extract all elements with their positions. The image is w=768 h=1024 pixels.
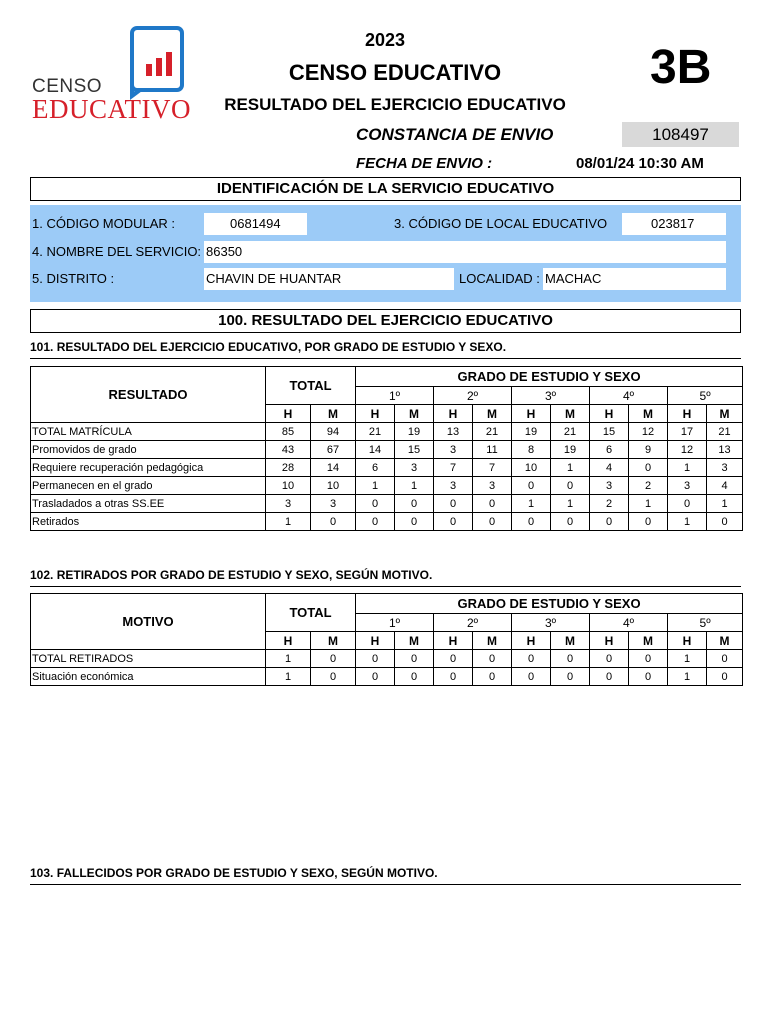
table-cell: 0	[356, 513, 395, 531]
total-header: TOTAL	[266, 594, 356, 632]
nombre-servicio-label: 4. NOMBRE DEL SERVICIO:	[32, 244, 202, 259]
grado-header: GRADO DE ESTUDIO Y SEXO	[356, 367, 743, 387]
table-cell: 0	[395, 668, 434, 686]
resultado-table	[30, 366, 743, 531]
row-label: Retirados	[31, 513, 266, 531]
row-label: Requiere recuperación pedagógica	[31, 459, 266, 477]
table-cell: 0	[395, 495, 434, 513]
table-cell: 0	[629, 513, 668, 531]
row-label: TOTAL RETIRADOS	[31, 650, 266, 668]
table-cell: 3	[707, 459, 743, 477]
row-label: Promovidos de grado	[31, 441, 266, 459]
table-cell: 0	[707, 668, 743, 686]
table-cell: 0	[629, 459, 668, 477]
table-cell: 9	[629, 441, 668, 459]
table-cell: 0	[512, 650, 551, 668]
grade-4-header: 4º	[590, 387, 668, 405]
constancia-label: CONSTANCIA DE ENVIO	[356, 125, 554, 144]
table-cell: 0	[668, 495, 707, 513]
table-cell: 0	[473, 513, 512, 531]
sex-h-header: H	[356, 632, 395, 650]
sex-m-header: M	[311, 632, 356, 650]
table-cell: 3	[311, 495, 356, 513]
table-cell: 6	[356, 459, 395, 477]
sex-m-header: M	[629, 632, 668, 650]
grade-3-header: 3º	[512, 387, 590, 405]
table-cell: 1	[266, 668, 311, 686]
table-cell: 1	[629, 495, 668, 513]
codigo-local-field: 023817	[622, 213, 726, 235]
resultado-header: RESULTADO	[31, 367, 266, 423]
nombre-servicio-field: 86350	[204, 241, 726, 263]
grade-1-header: 1º	[356, 387, 434, 405]
fecha-envio-value: 08/01/24 10:30 AM	[576, 155, 704, 172]
table-cell: 0	[311, 668, 356, 686]
table-cell: 2	[629, 477, 668, 495]
table-cell: 3	[434, 477, 473, 495]
sex-m-header: M	[395, 632, 434, 650]
sex-m-header: M	[707, 632, 743, 650]
table-cell: 0	[707, 650, 743, 668]
sex-h-header: H	[266, 405, 311, 423]
section-103-heading: 103. FALLECIDOS POR GRADO DE ESTUDIO Y SEXO, SEGÚN MOTIVO.	[30, 866, 438, 880]
logo-text-educativo: EDUCATIVO	[32, 94, 191, 124]
table-cell: 0	[395, 513, 434, 531]
sex-h-header: H	[434, 632, 473, 650]
table-cell: 1	[668, 513, 707, 531]
table-cell: 21	[473, 423, 512, 441]
table-cell: 15	[395, 441, 434, 459]
grade-5-header: 5º	[668, 614, 743, 632]
motivo-header: MOTIVO	[31, 594, 266, 650]
sex-h-header: H	[668, 632, 707, 650]
table-cell: 0	[434, 668, 473, 686]
section-102-heading: 102. RETIRADOS POR GRADO DE ESTUDIO Y SEXO, SEGÚN MOTIVO.	[30, 568, 433, 582]
table-cell: 1	[551, 459, 590, 477]
grade-2-header: 2º	[434, 387, 512, 405]
table-cell: 19	[551, 441, 590, 459]
table-cell: 2	[590, 495, 629, 513]
section-100-title: 100. RESULTADO DEL EJERCICIO EDUCATIVO	[30, 309, 741, 333]
table-cell: 0	[356, 650, 395, 668]
sex-m-header: M	[629, 405, 668, 423]
table-cell: 85	[266, 423, 311, 441]
table-cell: 1	[266, 513, 311, 531]
table-cell: 28	[266, 459, 311, 477]
table-cell: 15	[590, 423, 629, 441]
table-cell: 0	[434, 495, 473, 513]
sex-h-header: H	[512, 405, 551, 423]
identificacion-panel	[30, 205, 741, 302]
row-label: TOTAL MATRÍCULA	[31, 423, 266, 441]
table-cell: 0	[590, 668, 629, 686]
table-cell: 0	[551, 668, 590, 686]
divider	[30, 358, 741, 359]
table-cell: 19	[395, 423, 434, 441]
table-cell: 14	[311, 459, 356, 477]
identificacion-title: IDENTIFICACIÓN DE LA SERVICIO EDUCATIVO	[30, 177, 741, 201]
total-header: TOTAL	[266, 367, 356, 405]
sex-h-header: H	[434, 405, 473, 423]
table-cell: 1	[668, 650, 707, 668]
sex-m-header: M	[551, 405, 590, 423]
table-cell: 19	[512, 423, 551, 441]
table-cell: 12	[668, 441, 707, 459]
sex-h-header: H	[356, 405, 395, 423]
table-cell: 0	[311, 650, 356, 668]
sex-h-header: H	[512, 632, 551, 650]
table-row	[31, 441, 743, 459]
table-row	[31, 477, 743, 495]
table-cell: 21	[551, 423, 590, 441]
table-cell: 12	[629, 423, 668, 441]
codigo-modular-label: 1. CÓDIGO MODULAR :	[32, 216, 176, 231]
table-cell: 0	[356, 495, 395, 513]
sex-m-header: M	[395, 405, 434, 423]
table-cell: 3	[434, 441, 473, 459]
table-cell: 0	[512, 668, 551, 686]
constancia-number: 108497	[622, 122, 739, 147]
table-cell: 1	[266, 650, 311, 668]
table-cell: 8	[512, 441, 551, 459]
table-cell: 1	[707, 495, 743, 513]
census-year: 2023	[364, 30, 406, 50]
table-cell: 94	[311, 423, 356, 441]
table-cell: 0	[512, 513, 551, 531]
table-cell: 0	[434, 513, 473, 531]
table-cell: 10	[512, 459, 551, 477]
table-row	[31, 423, 743, 441]
table-cell: 0	[473, 668, 512, 686]
table-cell: 43	[266, 441, 311, 459]
table-cell: 0	[590, 513, 629, 531]
grado-header: GRADO DE ESTUDIO Y SEXO	[356, 594, 743, 614]
grade-4-header: 4º	[590, 614, 668, 632]
table-cell: 13	[707, 441, 743, 459]
table-cell: 3	[266, 495, 311, 513]
table-cell: 21	[707, 423, 743, 441]
table-cell: 17	[668, 423, 707, 441]
table-cell: 7	[473, 459, 512, 477]
codigo-local-label: 3. CÓDIGO DE LOCAL EDUCATIVO	[394, 216, 608, 231]
table-cell: 0	[356, 668, 395, 686]
table-cell: 3	[668, 477, 707, 495]
table-cell: 14	[356, 441, 395, 459]
sex-m-header: M	[473, 632, 512, 650]
table-row	[31, 668, 743, 686]
grade-5-header: 5º	[668, 387, 743, 405]
table-cell: 0	[551, 513, 590, 531]
page-subtitle: RESULTADO DEL EJERCICIO EDUCATIVO	[224, 95, 566, 114]
table-cell: 6	[590, 441, 629, 459]
grade-1-header: 1º	[356, 614, 434, 632]
row-label: Trasladados a otras SS.EE	[31, 495, 266, 513]
fecha-envio-label: FECHA DE ENVIO :	[356, 155, 493, 172]
section-101-heading: 101. RESULTADO DEL EJERCICIO EDUCATIVO, POR GRADO DE ESTUDIO Y SEXO.	[30, 340, 507, 354]
sex-m-header: M	[473, 405, 512, 423]
sex-h-header: H	[590, 632, 629, 650]
table-cell: 7	[434, 459, 473, 477]
table-cell: 11	[473, 441, 512, 459]
sex-h-header: H	[266, 632, 311, 650]
table-cell: 1	[668, 459, 707, 477]
grade-2-header: 2º	[434, 614, 512, 632]
sex-h-header: H	[590, 405, 629, 423]
table-cell: 0	[590, 650, 629, 668]
row-label: Situación económica	[31, 668, 266, 686]
row-label: Permanecen en el grado	[31, 477, 266, 495]
sex-m-header: M	[311, 405, 356, 423]
table-row	[31, 459, 743, 477]
grade-3-header: 3º	[512, 614, 590, 632]
divider	[30, 884, 741, 885]
table-cell: 0	[629, 650, 668, 668]
table-cell: 1	[668, 668, 707, 686]
logo-text-censo: CENSO	[32, 76, 103, 97]
table-cell: 0	[395, 650, 434, 668]
table-cell: 1	[551, 495, 590, 513]
table-cell: 0	[473, 495, 512, 513]
retirados-table	[30, 593, 743, 686]
localidad-label: LOCALIDAD :	[459, 271, 540, 286]
table-cell: 0	[551, 650, 590, 668]
sex-h-header: H	[668, 405, 707, 423]
table-cell: 1	[512, 495, 551, 513]
sex-m-header: M	[551, 632, 590, 650]
table-cell: 3	[590, 477, 629, 495]
codigo-modular-field: 0681494	[204, 213, 307, 235]
distrito-label: 5. DISTRITO :	[32, 271, 115, 286]
table-cell: 4	[707, 477, 743, 495]
table-cell: 0	[434, 650, 473, 668]
localidad-field: MACHAC	[543, 268, 726, 290]
distrito-field: CHAVIN DE HUANTAR	[204, 268, 454, 290]
form-code: 3B	[650, 41, 712, 94]
table-row	[31, 650, 743, 668]
table-cell: 1	[356, 477, 395, 495]
table-cell: 3	[395, 459, 434, 477]
table-cell: 10	[311, 477, 356, 495]
table-cell: 67	[311, 441, 356, 459]
table-cell: 0	[629, 668, 668, 686]
table-row	[31, 495, 743, 513]
sex-m-header: M	[707, 405, 743, 423]
table-cell: 13	[434, 423, 473, 441]
table-cell: 3	[473, 477, 512, 495]
page-title: CENSO EDUCATIVO	[288, 60, 502, 85]
table-cell: 0	[473, 650, 512, 668]
table-cell: 21	[356, 423, 395, 441]
table-cell: 4	[590, 459, 629, 477]
table-cell: 1	[395, 477, 434, 495]
table-cell: 0	[551, 477, 590, 495]
table-cell: 10	[266, 477, 311, 495]
table-cell: 0	[311, 513, 356, 531]
divider	[30, 586, 741, 587]
table-row	[31, 513, 743, 531]
table-cell: 0	[707, 513, 743, 531]
table-cell: 0	[512, 477, 551, 495]
